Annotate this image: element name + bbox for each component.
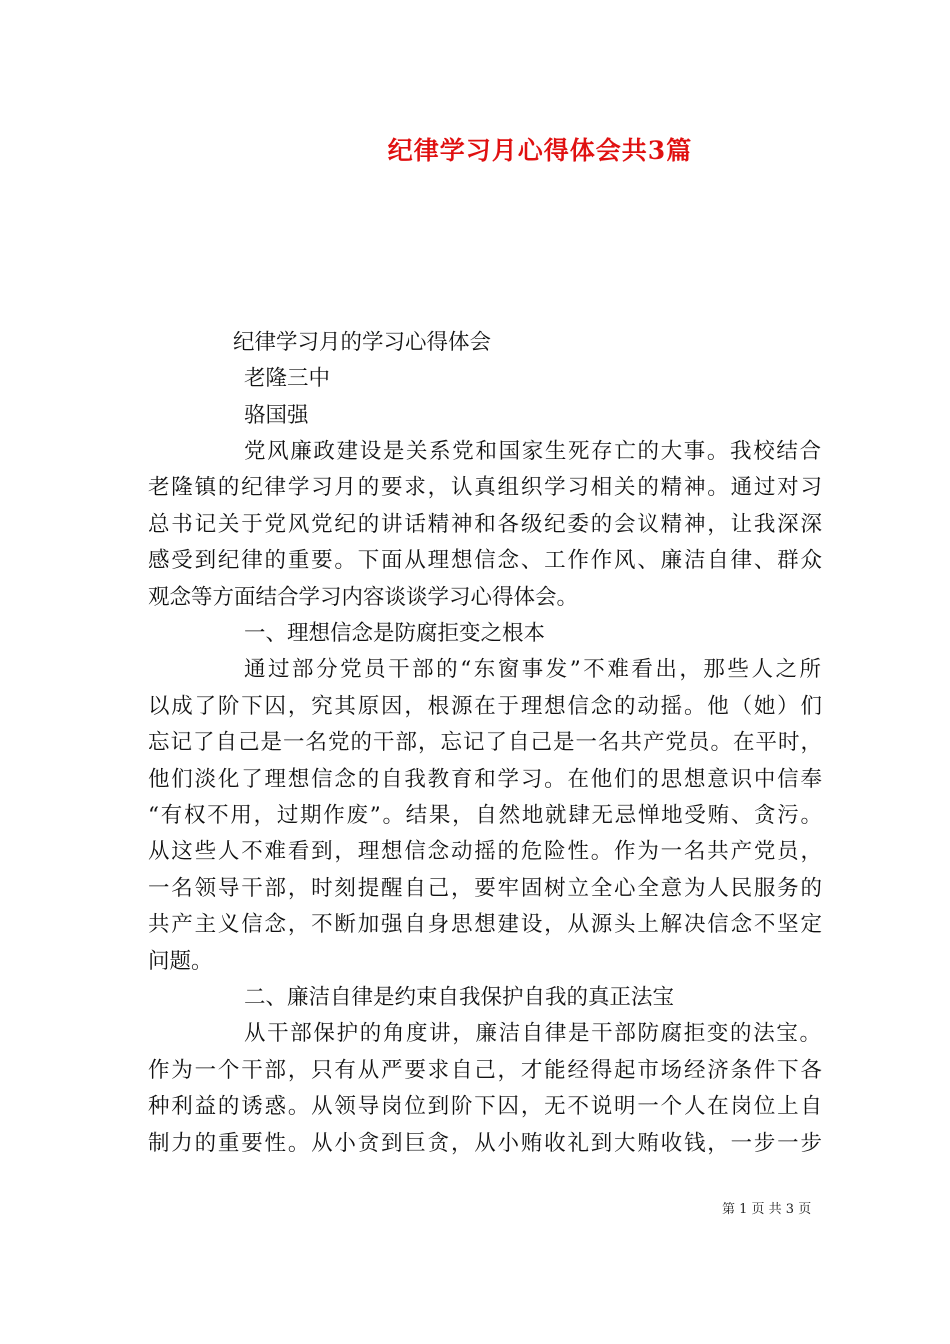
body-line: 从干部保护的角度讲，廉洁自律是干部防腐拒变的法宝。 bbox=[244, 1021, 821, 1046]
body-line: 种利益的诱惑。从领导岗位到阶下囚，无不说明一个人在岗位上自 bbox=[148, 1094, 822, 1119]
body-line: 老隆镇的纪律学习月的要求，认真组织学习相关的精神。通过对习 bbox=[148, 475, 822, 500]
essay-title: 纪律学习月的学习心得体会 bbox=[233, 330, 492, 355]
body-line: 共产主义信念，不断加强自身思想建设，从源头上解决信念不坚定 bbox=[148, 912, 822, 937]
body-line: 他们淡化了理想信念的自我教育和学习。在他们的思想意识中信奉 bbox=[148, 767, 822, 792]
body-line: 一名领导干部，时刻提醒自己，要牢固树立全心全意为人民服务的 bbox=[148, 876, 822, 901]
author-name: 骆国强 bbox=[244, 403, 309, 428]
body-line: 观念等方面结合学习内容谈谈学习心得体会。 bbox=[148, 585, 579, 610]
body-line: 忘记了自己是一名党的干部，忘记了自己是一名共产党员。在平时， bbox=[148, 730, 822, 755]
body-line: 党风廉政建设是关系党和国家生死存亡的大事。我校结合 bbox=[244, 439, 821, 464]
author-school: 老隆三中 bbox=[244, 366, 331, 391]
body-line: 以成了阶下囚，究其原因，根源在于理想信念的动摇。他（她）们 bbox=[148, 694, 822, 719]
body-line: 总书记关于党风党纪的讲话精神和各级纪委的会议精神，让我深深 bbox=[148, 512, 822, 537]
body-line: 从这些人不难看到，理想信念动摇的危险性。作为一名共产党员， bbox=[148, 839, 822, 864]
body-line: “有权不用，过期作废”。结果，自然地就肆无忌惮地受贿、贪污。 bbox=[148, 803, 822, 828]
document-title: 纪律学习月心得体会共3篇 bbox=[387, 136, 693, 165]
body-line: 制力的重要性。从小贪到巨贪，从小贿收礼到大贿收钱，一步一步 bbox=[148, 1131, 822, 1156]
body-line: 感受到纪律的重要。下面从理想信念、工作作风、廉洁自律、群众 bbox=[148, 548, 822, 573]
body-line: 问题。 bbox=[148, 949, 213, 974]
page-number: 第 1 页 共 3 页 bbox=[722, 1202, 812, 1217]
body-line: 通过部分党员干部的“东窗事发”不难看出，那些人之所 bbox=[244, 657, 821, 682]
section-heading: 一、理想信念是防腐拒变之根本 bbox=[244, 621, 546, 646]
section-heading: 二、廉洁自律是约束自我保护自我的真正法宝 bbox=[244, 985, 675, 1010]
body-line: 作为一个干部，只有从严要求自己，才能经得起市场经济条件下各 bbox=[148, 1058, 822, 1083]
